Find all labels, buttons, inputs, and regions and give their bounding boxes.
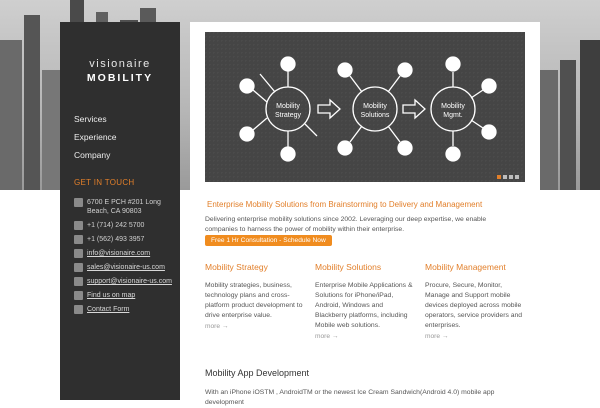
email-row-support [74,277,178,286]
map-row [74,291,178,300]
column-solutions-text: Enterprise Mobile Applications & Solutions for iPhone/iPad, Android, Windows and Blackberry platforms, including Mobile web solutions. [315,282,413,329]
get-in-touch-heading: GET IN TOUCH [74,178,135,187]
address-row [74,198,178,216]
phone-2-text: +1 (562) 493 3957 [87,236,145,243]
chat-bubble-icon [74,305,83,314]
home-icon [74,198,83,207]
mobile-phone-icon [74,235,83,244]
find-on-map-link[interactable]: Find us on map [87,292,136,299]
management-label-1: Mobility [441,103,465,110]
slide-dot-3[interactable] [509,175,513,179]
strategy-more-link[interactable]: more → [205,323,229,330]
email-info-link[interactable]: info@visionaire.com [87,250,151,257]
column-strategy-title[interactable]: Mobility Strategy [205,262,268,272]
email-row-sales [74,263,178,272]
slide-dot-1[interactable] [497,175,501,179]
map-icon [74,291,83,300]
email-icon [74,277,83,286]
phone-row-2 [74,235,178,244]
column-strategy [205,262,303,321]
strategy-label-1: Mobility [276,103,300,110]
column-solutions [315,262,413,331]
app-dev-text: With an iPhone iOSTM , AndroidTM or the newest Ice Cream Sandwich(Android 4.0) mobile app development [205,389,495,406]
address-text: 6700 E PCH #201 Long Beach, CA 90803 [87,199,161,215]
main-content [190,22,540,406]
email-support-link[interactable]: support@visionaire-us.com [87,278,172,285]
strategy-label-2: Strategy [274,112,302,119]
management-label-2: Mgmt. [443,112,463,119]
app-dev-heading: Mobility App Development [205,368,310,378]
management-more-link[interactable]: more → [425,333,449,340]
sidebar [60,22,180,400]
solutions-label-1: Mobility [363,103,387,110]
logo-wordmark-top: visionaire [89,58,151,70]
logo-wordmark-bottom: MOBILITY [86,72,154,84]
contact-form-link[interactable]: Contact Form [87,306,130,313]
page-headline: Enterprise Mobility Solutions from Brainstorming to Delivery and Management [207,200,483,209]
consultation-button[interactable]: Free 1 Hr Consultation - Schedule Now [205,235,332,246]
mobility-diagram [205,32,525,182]
email-icon [74,263,83,272]
column-strategy-text: Mobility strategies, business, technology plans and cross-platform product development to drive enterprise value. [205,282,303,319]
slider-pager [497,175,519,179]
column-management-title[interactable]: Mobility Management [425,262,506,272]
intro-text: Delivering enterprise mobility solutions since 2002. Leveraging our deep expertise, we enable companies to harness the power of mobility within their enterprise. [205,216,487,233]
column-solutions-title[interactable]: Mobility Solutions [315,262,382,272]
nav-experience[interactable]: Experience [74,132,117,142]
column-management [425,262,523,331]
phone-row-1 [74,221,178,230]
solutions-label-2: Solutions [360,112,390,119]
solutions-more-link[interactable]: more → [315,333,339,340]
phone-icon [74,221,83,230]
slide-dot-4[interactable] [515,175,519,179]
contact-list [74,198,178,319]
phone-1-text: +1 (714) 242 5700 [87,222,145,229]
hero-slider [205,32,525,182]
email-icon [74,249,83,258]
email-row-info [74,249,178,258]
nav-services[interactable]: Services [74,114,107,124]
main-nav [74,114,174,168]
slide-dot-2[interactable] [503,175,507,179]
email-sales-link[interactable]: sales@visionaire-us.com [87,264,165,271]
column-management-text: Procure, Secure, Monitor, Manage and Support mobile devices deployed across mobile operators, service providers and enterprises. [425,282,523,329]
nav-company[interactable]: Company [74,150,111,160]
contact-form-row [74,305,178,314]
